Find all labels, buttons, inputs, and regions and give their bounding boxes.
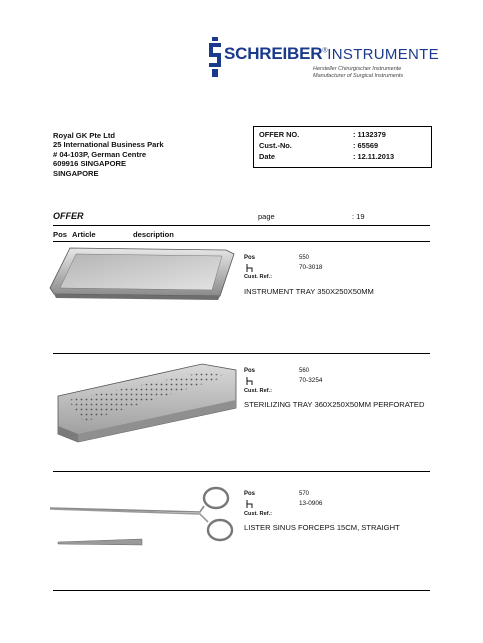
offer-number-label: OFFER NO.: [259, 130, 300, 139]
article-number: 13-0906: [299, 500, 323, 507]
pos-number: 570: [299, 491, 310, 497]
column-header-pos: Pos: [53, 230, 67, 239]
divider: [53, 353, 430, 354]
address-line: # 04-103P, German Centre: [53, 149, 147, 159]
divider: [53, 471, 430, 472]
date-value: : 12.11.2013: [353, 152, 395, 161]
recipient-address: [53, 131, 164, 178]
customer-reference-label: Cust. Ref.:: [244, 274, 272, 280]
pos-number: 550: [299, 255, 310, 261]
package-icon: [246, 377, 254, 385]
customer-number-label: Cust.-No.: [259, 141, 292, 150]
column-header-article: Article: [72, 230, 96, 239]
address-line: 25 International Business Park: [53, 140, 164, 150]
article-number: 70-3018: [299, 264, 323, 271]
schreiber-logo-icon: [208, 37, 222, 77]
date-label: Date: [259, 152, 276, 161]
brand-logo: [224, 44, 439, 64]
date-row: [259, 152, 395, 161]
column-header-description: description: [133, 230, 174, 239]
divider: [53, 225, 430, 226]
offer-number-value: : 1132379: [353, 130, 386, 139]
customer-reference-label: Cust. Ref.:: [244, 388, 272, 394]
address-line: Royal GK Pte Ltd: [53, 131, 116, 140]
tagline-english: Manufacturer of Surgical Instruments: [313, 73, 404, 79]
address-line: 609916 SINGAPORE: [53, 159, 127, 169]
offer-info-box: [253, 126, 432, 168]
pos-label: Pos: [244, 491, 256, 497]
brand-registered-mark: ®: [322, 47, 328, 55]
customer-number-value: : 65569: [353, 141, 379, 150]
offer-number-row: [259, 130, 386, 139]
offer-heading: OFFER: [53, 211, 84, 221]
instrument-tray-image: [48, 244, 238, 304]
pos-label: Pos: [244, 255, 256, 261]
brand-name: SCHREIBER: [224, 44, 323, 63]
pos-label: Pos: [244, 368, 256, 374]
brand-suffix: INSTRUMENTE: [327, 46, 439, 63]
page-number: : 19: [352, 212, 365, 221]
item-description: INSTRUMENT TRAY 350X250X50MM: [244, 287, 374, 296]
page-label: page: [258, 212, 275, 221]
package-icon: [246, 500, 254, 508]
item-description: STERILIZING TRAY 360X250X50MM PERFORATED: [244, 400, 425, 409]
pos-number: 560: [299, 368, 310, 374]
divider: [53, 241, 430, 242]
divider: [53, 590, 430, 591]
perforated-sterilizing-tray-image: [54, 362, 240, 447]
tagline-german: Hersteller Chirurgischer Instrumente: [313, 66, 402, 72]
address-line: SINGAPORE: [53, 168, 99, 178]
customer-reference-label: Cust. Ref.:: [244, 511, 272, 517]
sinus-forceps-image: [50, 478, 240, 554]
customer-number-row: [259, 141, 379, 150]
article-number: 70-3254: [299, 377, 323, 384]
item-description: LISTER SINUS FORCEPS 15CM, STRAIGHT: [244, 523, 400, 532]
package-icon: [246, 264, 254, 272]
